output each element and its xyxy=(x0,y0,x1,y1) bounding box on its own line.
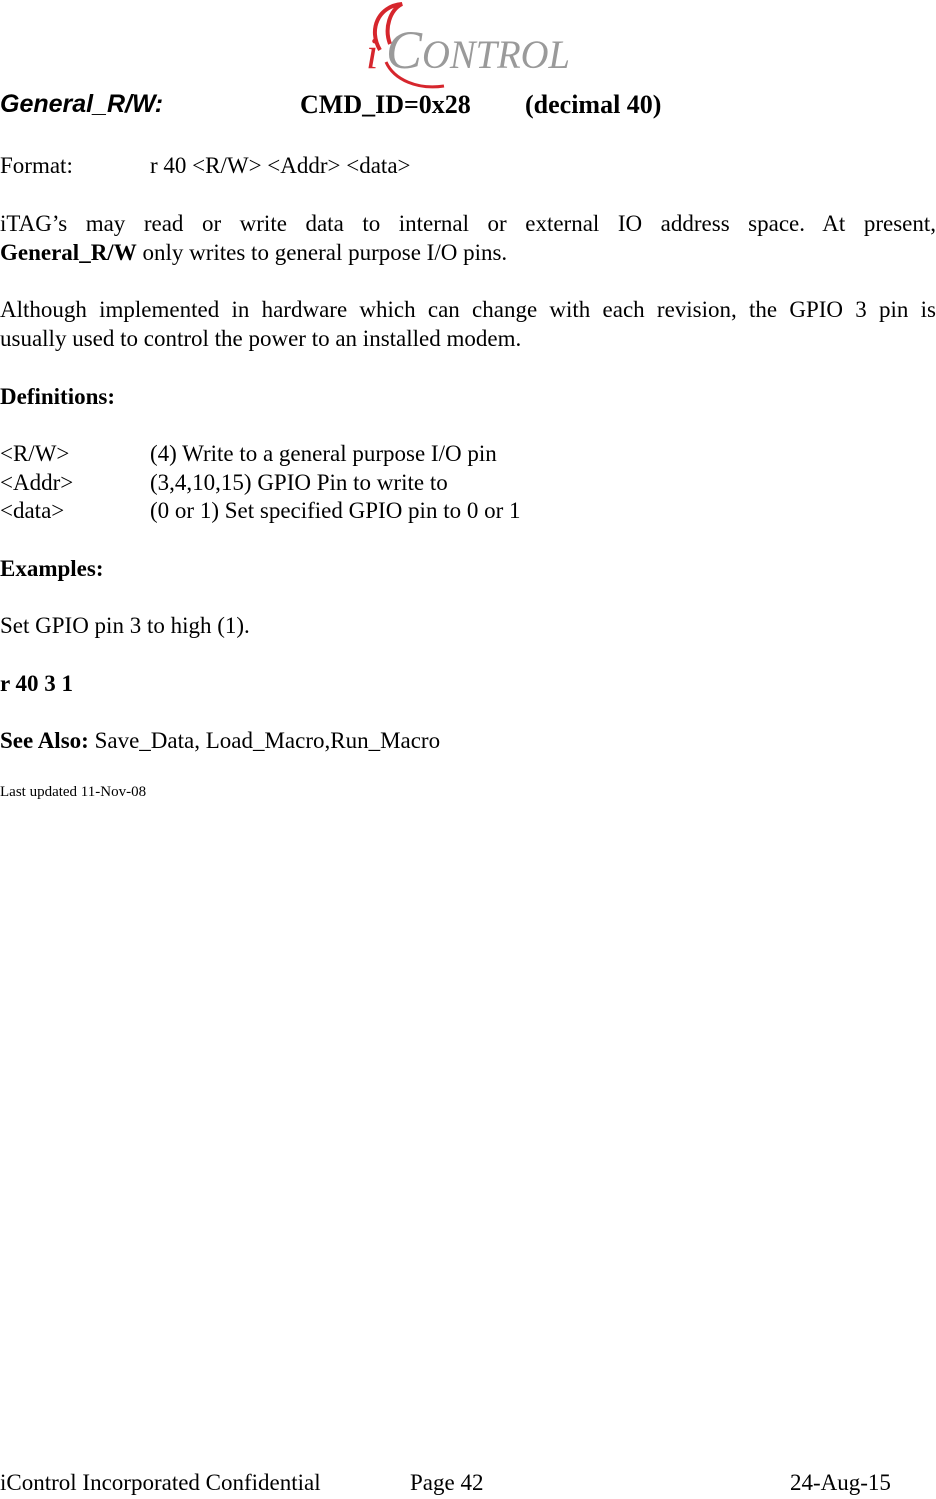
description-paragraph xyxy=(0,209,936,267)
command-decimal: (decimal 40) xyxy=(525,90,662,119)
svg-text:i: i xyxy=(366,29,379,78)
definition-desc: (0 or 1) Set specified GPIO pin to 0 or 1 xyxy=(150,498,521,523)
example-description: Set GPIO pin 3 to high (1). xyxy=(0,613,250,638)
definition-term: <Addr> xyxy=(0,470,74,495)
examples-title: Examples: xyxy=(0,556,104,581)
hardware-note-line-1: Although implemented in hardware which can change with each revision, the GPIO 3 pin is xyxy=(0,297,936,322)
command-name: General_R/W: xyxy=(0,90,164,118)
hardware-note-paragraph xyxy=(0,295,936,353)
see-also-links: Save_Data, Load_Macro,Run_Macro xyxy=(88,728,441,753)
icontrol-logo xyxy=(360,0,580,92)
footer-company: iControl Incorporated Confidential xyxy=(0,1470,321,1495)
svg-text:ONTROL: ONTROL xyxy=(422,32,570,77)
hardware-note-line-2: usually used to control the power to an installed modem. xyxy=(0,326,522,351)
definition-term: <data> xyxy=(0,498,65,523)
format-label: Format: xyxy=(0,153,73,178)
description-line-1: iTAG’s may read or write data to internal or external IO address space. At present, xyxy=(0,211,936,236)
footer-date: 24-Aug-15 xyxy=(790,1470,891,1495)
last-updated: Last updated 11-Nov-08 xyxy=(0,784,147,800)
definition-term: <R/W> xyxy=(0,441,70,466)
command-id: CMD_ID=0x28 xyxy=(300,90,471,119)
description-line-2: General_R/W only writes to general purpose I/O pins. xyxy=(0,240,508,265)
see-also-label: See Also: xyxy=(0,728,89,753)
format-value: r 40 <R/W> <Addr> <data> xyxy=(150,153,411,178)
definitions-title: Definitions: xyxy=(0,384,115,409)
footer-page-number: Page 42 xyxy=(410,1470,484,1495)
example-command: r 40 3 1 xyxy=(0,671,74,696)
svg-text:C: C xyxy=(386,20,423,80)
definition-desc: (4) Write to a general purpose I/O pin xyxy=(150,441,497,466)
see-also xyxy=(0,726,440,755)
command-name-inline: General_R/W xyxy=(0,240,137,265)
definition-desc: (3,4,10,15) GPIO Pin to write to xyxy=(150,470,448,495)
